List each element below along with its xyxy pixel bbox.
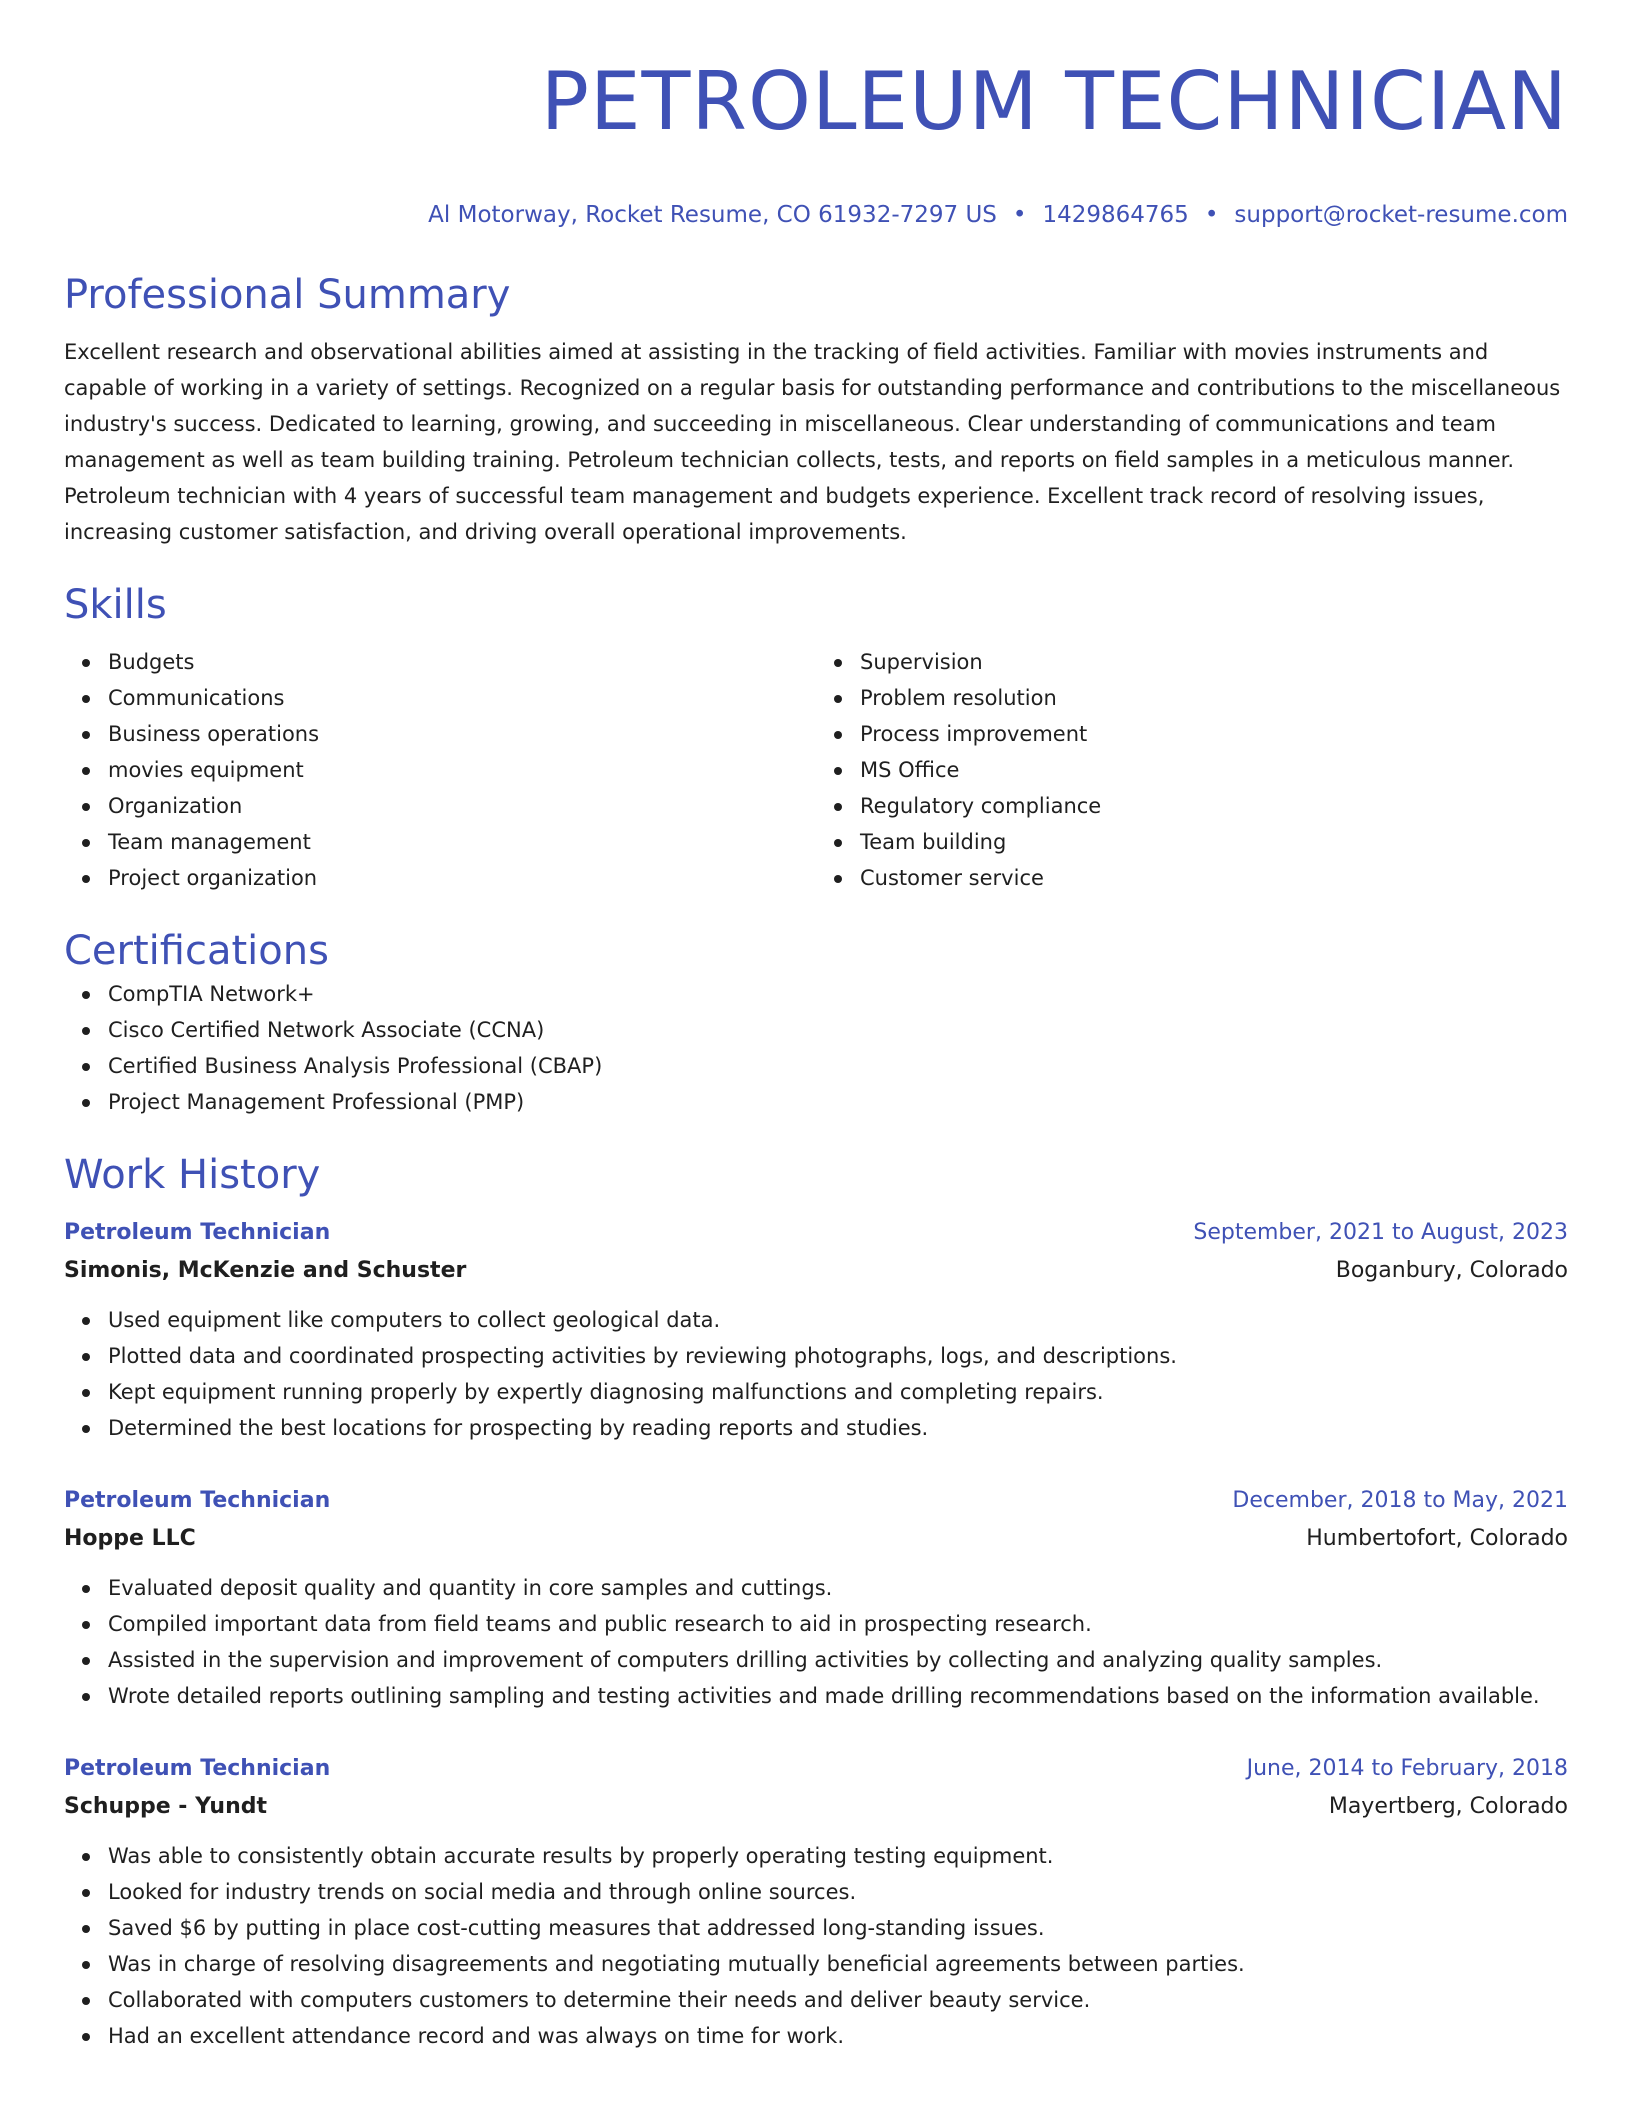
skill-item: Project organization — [108, 860, 816, 896]
contact-phone: 1429864765 — [1042, 202, 1189, 228]
job-title: Petroleum Technician — [64, 1488, 331, 1513]
job-bullet: Was in charge of resolving disagreements and negotiating mutually beneficial agreements between parties. — [108, 1946, 1568, 1982]
job-bullet: Assisted in the supervision and improvement of computers drilling activities by collecting and analyzing quality samples. — [108, 1642, 1568, 1678]
job-dates: June, 2014 to February, 2018 — [1246, 1756, 1568, 1781]
job-header-row — [64, 1214, 1568, 1252]
job-entry — [64, 1482, 1568, 1714]
job-location: Mayertberg, Colorado — [1328, 1794, 1568, 1819]
certification-item: Certified Business Analysis Professional (CBAP) — [108, 1048, 1568, 1084]
job-bullet: Plotted data and coordinated prospecting activities by reviewing photographs, logs, and descriptions. — [108, 1338, 1568, 1374]
job-bullets — [64, 1838, 1568, 2054]
job-dates: September, 2021 to August, 2023 — [1193, 1220, 1568, 1245]
skill-item: Business operations — [108, 716, 816, 752]
job-header-row — [64, 1750, 1568, 1788]
skill-item: Team building — [860, 824, 1568, 860]
job-bullet: Used equipment like computers to collect geological data. — [108, 1302, 1568, 1338]
skill-item: Team management — [108, 824, 816, 860]
skills-column-right — [816, 644, 1568, 896]
job-entry — [64, 1214, 1568, 1446]
summary-text: Excellent research and observational abilities aimed at assisting in the tracking of field activities. Familiar with movies instruments and capable of working in a variety of settings. Recognized on a regular basis for outstanding performance and contributions to the miscellaneous industry's success. Dedicated to learning, growing, and succeeding in miscellaneous. Clear understanding of communications and team management as well as team building training. Petroleum technician collects, tests, and reports on field samples in a meticulous manner. Petroleum technician with 4 years of successful team management and budgets experience. Excellent track record of resolving issues, increasing customer satisfaction, and driving overall operational improvements. — [64, 340, 1561, 544]
job-company: Simonis, McKenzie and Schuster — [64, 1258, 467, 1283]
skill-item: Organization — [108, 788, 816, 824]
skill-item: Budgets — [108, 644, 816, 680]
job-bullet: Had an excellent attendance record and was always on time for work. — [108, 2018, 1568, 2054]
skill-item: Process improvement — [860, 716, 1568, 752]
job-company: Schuppe - Yundt — [64, 1794, 267, 1819]
job-location: Humbertofort, Colorado — [1306, 1526, 1568, 1551]
skill-item: movies equipment — [108, 752, 816, 788]
job-bullet: Looked for industry trends on social media and through online sources. — [108, 1874, 1568, 1910]
job-company-row — [64, 1788, 1568, 1826]
job-entry — [64, 1750, 1568, 2054]
certification-item: Project Management Professional (PMP) — [108, 1084, 1568, 1120]
skills-list — [64, 644, 1568, 896]
job-bullet: Compiled important data from field teams and public research to aid in prospecting research. — [108, 1606, 1568, 1642]
certification-item: Cisco Certified Network Associate (CCNA) — [108, 1012, 1568, 1048]
job-company: Hoppe LLC — [64, 1526, 196, 1551]
job-location: Boganbury, Colorado — [1335, 1258, 1568, 1283]
job-bullet: Was able to consistently obtain accurate results by properly operating testing equipment. — [108, 1838, 1568, 1874]
contact-line — [64, 200, 1568, 230]
job-bullet: Collaborated with computers customers to determine their needs and deliver beauty service. — [108, 1982, 1568, 2018]
skill-item: MS Office — [860, 752, 1568, 788]
summary-heading: Professional Summary — [64, 272, 511, 318]
certification-item: CompTIA Network+ — [108, 976, 1568, 1012]
skills-heading: Skills — [64, 582, 167, 628]
skills-column-left — [64, 644, 816, 896]
skill-item: Problem resolution — [860, 680, 1568, 716]
contact-separator: • — [1012, 202, 1027, 228]
contact-separator: • — [1204, 202, 1219, 228]
certifications-list — [64, 976, 1568, 1120]
job-bullet: Kept equipment running properly by expertly diagnosing malfunctions and completing repairs. — [108, 1374, 1568, 1410]
job-bullet: Wrote detailed reports outlining sampling and testing activities and made drilling recommendations based on the information available. — [108, 1678, 1568, 1714]
resume-page — [64, 0, 1568, 2054]
job-bullet: Saved $6 by putting in place cost-cutting measures that addressed long-standing issues. — [108, 1910, 1568, 1946]
job-title: Petroleum Technician — [64, 1756, 331, 1781]
job-bullets — [64, 1570, 1568, 1714]
job-company-row — [64, 1252, 1568, 1290]
resume-name-heading: PETROLEUM TECHNICIAN — [540, 55, 1568, 148]
job-bullets — [64, 1302, 1568, 1446]
skill-item: Supervision — [860, 644, 1568, 680]
job-dates: December, 2018 to May, 2021 — [1232, 1488, 1568, 1513]
certifications-heading: Certifications — [64, 928, 329, 974]
job-company-row — [64, 1520, 1568, 1558]
contact-email: support@rocket-resume.com — [1234, 202, 1568, 228]
job-title: Petroleum Technician — [64, 1220, 331, 1245]
skill-item: Communications — [108, 680, 816, 716]
job-header-row — [64, 1482, 1568, 1520]
skill-item: Customer service — [860, 860, 1568, 896]
job-bullet: Determined the best locations for prospecting by reading reports and studies. — [108, 1410, 1568, 1446]
skill-item: Regulatory compliance — [860, 788, 1568, 824]
contact-address: Al Motorway, Rocket Resume, CO 61932-7297 US — [428, 202, 997, 228]
work-history-heading: Work History — [64, 1152, 321, 1198]
job-bullet: Evaluated deposit quality and quantity in core samples and cuttings. — [108, 1570, 1568, 1606]
